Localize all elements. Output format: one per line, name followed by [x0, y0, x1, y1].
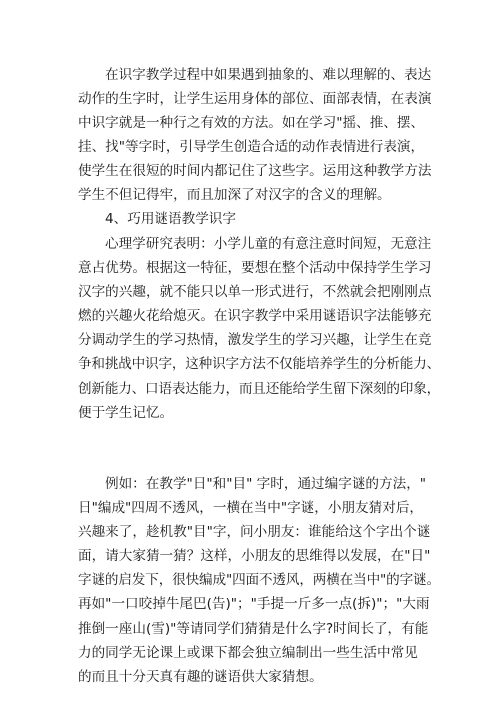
paragraph-line: 日"编成"四周不透风，一横在当中"字谜，小朋友猜对后， — [78, 500, 424, 517]
section-heading — [78, 207, 440, 231]
paragraph-line: 燃的兴趣火花给熄灭。在识字教学中采用谜语识字法能够充 — [78, 308, 432, 325]
paragraph-line: 使学生在很短的时间内都记住了这些字。运用这种教学方法 — [78, 163, 432, 180]
paragraph-line: 兴趣来了，趁机教"目"字，问小朋友：谁能给这个字出个谜 — [78, 524, 431, 541]
section-heading-text: 4、巧用谜语教学识字 — [105, 211, 236, 227]
paragraph-line: 挂、找"等字时，引导学生创造合适的动作表情进行表演， — [78, 139, 425, 156]
paragraph-line: 在识字教学过程中如果遇到抽象的、难以理解的、表达 — [105, 67, 432, 83]
paragraph-line: 分调动学生的学习热情，激发学生的学习兴趣，让学生在竞 — [78, 332, 432, 349]
paragraph-line: 汉字的兴趣，就不能只以单一形式进行，不然就会把刚刚点 — [78, 284, 432, 301]
paragraph-line: 便于学生记忆。 — [78, 404, 174, 421]
paragraph-line: 字谜的启发下，很快编成"四面不透风，两横在当中"的字谜。 — [78, 572, 440, 589]
paragraph-line: 创新能力、口语表达能力，而且还能给学生留下深刻的印象， — [78, 380, 441, 397]
paragraph-line: 心理学研究表明：小学儿童的有意注意时间短，无意注 — [105, 236, 432, 252]
paragraph-line: 例如：在教学"日"和"目" 字时，通过编字谜的方法，" — [105, 476, 427, 492]
paragraph-line: 意占优势。根据这一特征，要想在整个活动中保持学生学习 — [78, 260, 432, 277]
paragraph-line: 争和挑战中识字，这种识字方法不仅能培养学生的分析能力、 — [78, 356, 441, 373]
paragraph-body-gestures — [78, 63, 440, 208]
paragraph-line: 推倒一座山(雪)"等请同学们猜猜是什么字?时间长了，有能 — [78, 620, 429, 637]
paragraph-line: 中识字就是一种行之有效的方法。如在学习"摇、推、摆、 — [78, 115, 425, 132]
paragraph-line: 面，请大家猜一猜？这样，小朋友的思维得以发展，在"日" — [78, 548, 431, 565]
paragraph-psychology — [78, 232, 440, 425]
paragraph-line: 学生不但记得牢，而且加深了对汉字的含义的理解。 — [78, 187, 391, 204]
paragraph-line: 动作的生字时，让学生运用身体的部位、面部表情，在表演 — [78, 91, 432, 108]
paragraph-line: 再如"一口咬掉牛尾巴(告)"；"手提一斤多一点(拆)"；"大雨 — [78, 596, 430, 613]
paragraph-line: 的而且十分天真有趣的谜语供大家猜想。 — [78, 668, 323, 685]
paragraph-example — [78, 472, 440, 689]
paragraph-line: 力的同学无论课上或课下都会独立编制出一些生活中常见 — [78, 644, 418, 661]
